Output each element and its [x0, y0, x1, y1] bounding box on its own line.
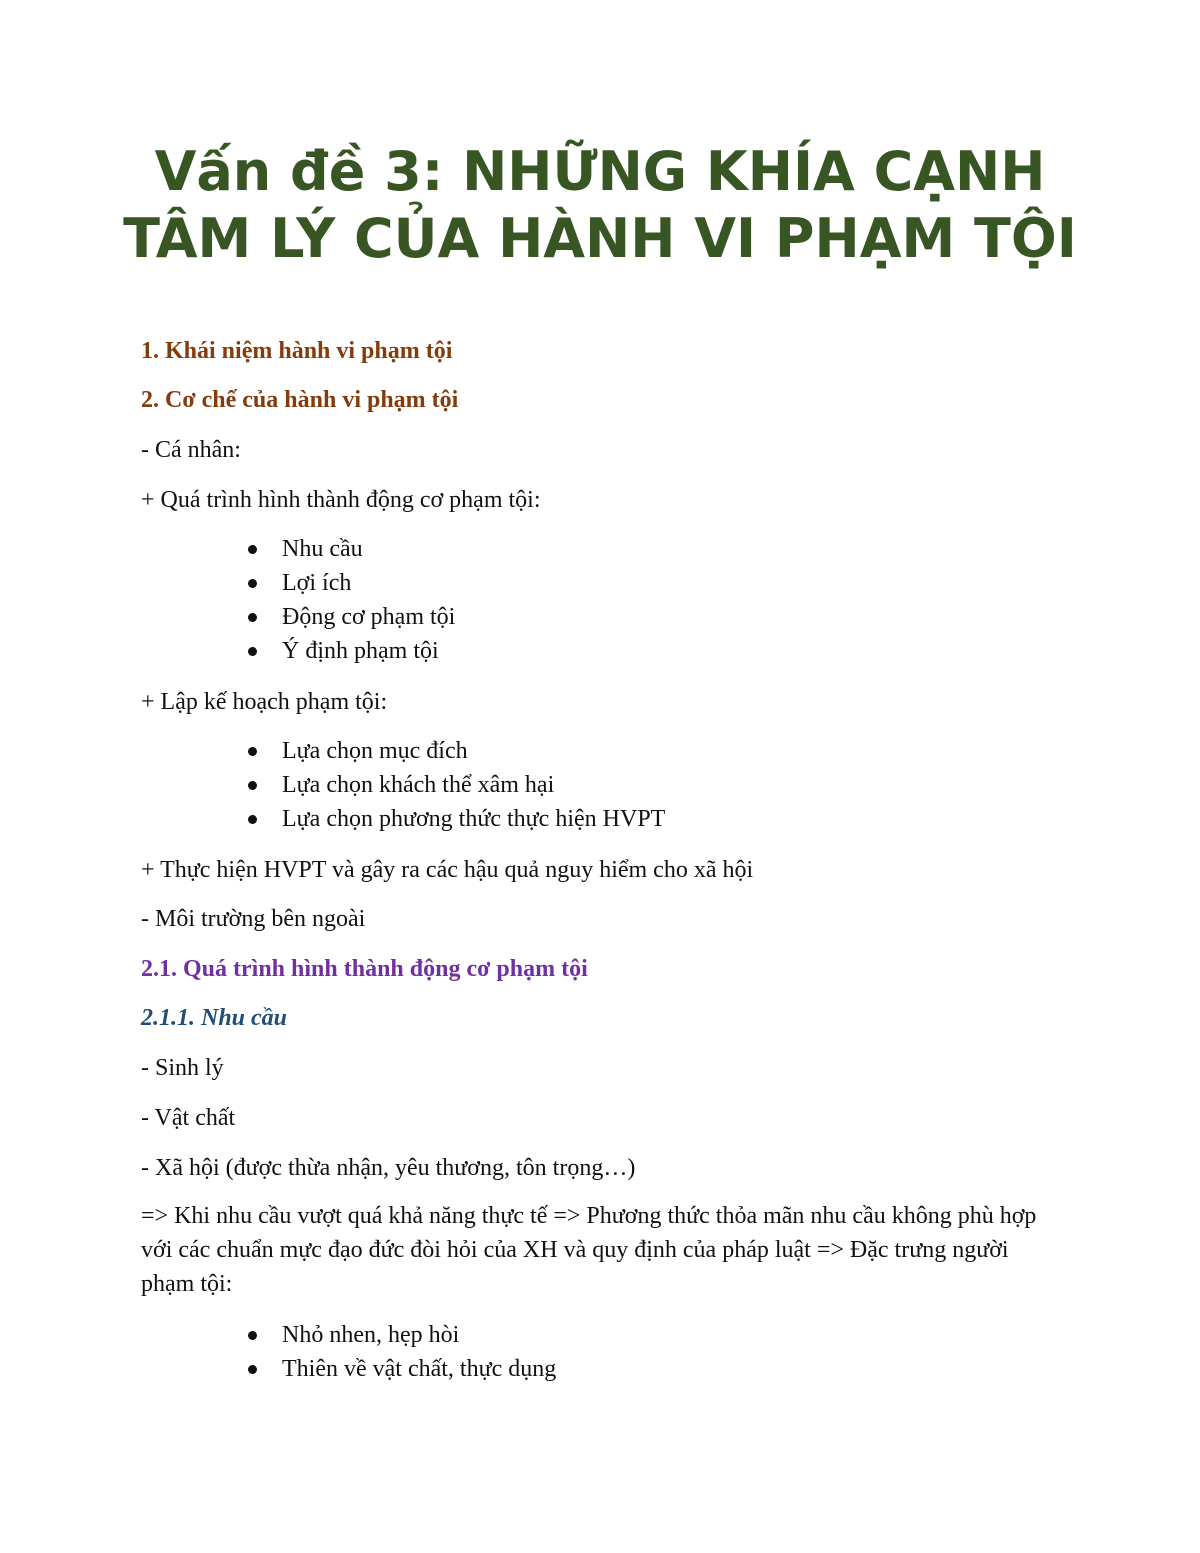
dac-trung-list [240, 1318, 556, 1386]
list-item: Lựa chọn phương thức thực hiện HVPT [240, 802, 665, 836]
list-item: Động cơ phạm tội [240, 600, 455, 634]
list-item: Nhu cầu [240, 532, 455, 566]
bullet-icon [248, 1331, 257, 1340]
bullet-icon [248, 815, 257, 824]
list-item: Ý định phạm tội [240, 634, 455, 668]
document-title: Vấn đề 3: NHỮNG KHÍA CẠNH TÂM LÝ CỦA HÀNH VI PHẠM TỘI [123, 140, 1077, 270]
heading-1: 1. Khái niệm hành vi phạm tội [141, 338, 453, 364]
bullet-icon [248, 613, 257, 622]
bullet-icon [248, 747, 257, 756]
list-item: Lựa chọn khách thể xâm hại [240, 768, 665, 802]
bullet-icon [248, 579, 257, 588]
qua-trinh-line: + Quá trình hình thành động cơ phạm tội: [141, 487, 541, 513]
list-item: Lựa chọn mục đích [240, 734, 665, 768]
ket-luan-paragraph: => Khi nhu cầu vượt quá khả năng thực tế => Phương thức thỏa mãn nhu cầu không phù hợp với các chuẩn mực đạo đức đòi hỏi của XH và quy định của pháp luật => Đặc trưng người phạm tội: [141, 1203, 1037, 1297]
heading-2-1-1: 2.1.1. Nhu cầu [141, 1005, 288, 1031]
xa-hoi-line: - Xã hội (được thừa nhận, yêu thương, tôn trọng…) [141, 1155, 636, 1181]
lap-ke-hoach-line: + Lập kế hoạch phạm tội: [141, 689, 388, 715]
heading-2: 2. Cơ chế của hành vi phạm tội [141, 387, 459, 413]
moi-truong-line: - Môi trường bên ngoài [141, 906, 366, 932]
qua-trinh-list [240, 532, 455, 668]
heading-2-1: 2.1. Quá trình hình thành động cơ phạm tội [141, 956, 588, 982]
bullet-icon [248, 545, 257, 554]
list-item: Lợi ích [240, 566, 455, 600]
ca-nhan-line: - Cá nhân: [141, 437, 241, 463]
list-item: Nhỏ nhen, hẹp hòi [240, 1318, 556, 1352]
vat-chat-line: - Vật chất [141, 1105, 236, 1131]
thuc-hien-line: + Thực hiện HVPT và gây ra các hậu quả nguy hiểm cho xã hội [141, 857, 754, 883]
bullet-icon [248, 781, 257, 790]
lap-ke-hoach-list [240, 734, 665, 836]
bullet-icon [248, 1365, 257, 1374]
list-item: Thiên về vật chất, thực dụng [240, 1352, 556, 1386]
sinh-ly-line: - Sinh lý [141, 1055, 224, 1081]
bullet-icon [248, 647, 257, 656]
